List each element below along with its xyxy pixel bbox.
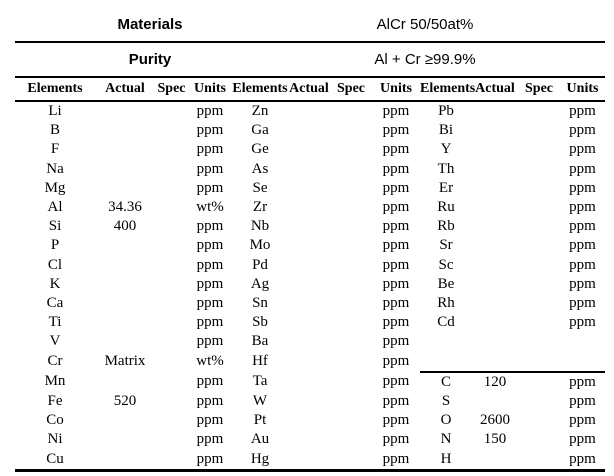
- element-cell: C: [420, 372, 472, 392]
- actual-cell: [95, 160, 155, 179]
- units-cell: ppm: [196, 237, 224, 254]
- units-cell: ppm: [196, 295, 224, 312]
- element-cell: O: [440, 412, 452, 429]
- actual-cell: [95, 275, 155, 294]
- spec-cell: [518, 450, 560, 471]
- table-row: [15, 392, 605, 411]
- actual-cell: [472, 101, 518, 121]
- spec-cell: [330, 411, 372, 430]
- units-cell: ppm: [569, 199, 596, 216]
- spec-cell: [155, 372, 188, 392]
- element-cell: Hg: [250, 450, 270, 467]
- spec-cell: [518, 140, 560, 159]
- actual-cell: [472, 198, 518, 217]
- spec-cell: [518, 275, 560, 294]
- table-row: [15, 352, 605, 372]
- units-cell: ppm: [196, 160, 224, 177]
- element-cell: [420, 332, 472, 351]
- actual-cell: [95, 332, 155, 351]
- element-cell: W: [252, 393, 268, 410]
- element-cell: Ta: [252, 373, 268, 390]
- element-cell: Rh: [437, 295, 455, 312]
- table-row: [15, 160, 605, 179]
- units-cell: ppm: [382, 103, 410, 119]
- units-cell: ppm: [196, 275, 224, 292]
- element-cell: Ga: [251, 122, 269, 139]
- actual-cell: [288, 140, 330, 159]
- actual-cell: [288, 198, 330, 217]
- spec-cell: [518, 294, 560, 313]
- actual-cell: [95, 450, 155, 471]
- spec-cell: [330, 121, 372, 140]
- spec-cell: [155, 198, 188, 217]
- spec-cell: [330, 294, 372, 313]
- spec-cell: [518, 256, 560, 275]
- spec-cell: [155, 256, 188, 275]
- units-cell: ppm: [569, 412, 596, 429]
- spec-cell: [518, 332, 560, 351]
- element-cell: [420, 352, 472, 372]
- materials-row: [15, 8, 605, 43]
- spec-cell: [330, 198, 372, 217]
- element-cell: S: [441, 393, 451, 410]
- header-elements-3: Elements: [420, 78, 472, 101]
- header-actual-2: Actual: [288, 78, 330, 101]
- spec-cell: [518, 411, 560, 430]
- spec-cell: [155, 160, 188, 179]
- actual-cell: [95, 101, 155, 121]
- table-row: [15, 372, 605, 392]
- units-cell: ppm: [196, 450, 224, 467]
- actual-cell: [472, 121, 518, 140]
- spec-cell: [330, 332, 372, 351]
- actual-cell: [288, 372, 330, 392]
- actual-cell: [288, 294, 330, 313]
- spec-cell: [330, 101, 372, 121]
- actual-cell: [95, 121, 155, 140]
- element-cell: Pb: [438, 103, 454, 119]
- materials-value: AlCr 50/50at%: [376, 16, 474, 33]
- units-cell: ppm: [196, 256, 224, 273]
- units-cell: ppm: [569, 275, 596, 292]
- units-cell: ppm: [382, 295, 410, 312]
- units-cell: [560, 332, 605, 351]
- actual-cell: 120: [472, 372, 518, 392]
- actual-cell: [288, 217, 330, 236]
- element-cell: Sb: [252, 314, 268, 331]
- actual-cell: [95, 313, 155, 332]
- units-cell: ppm: [382, 199, 410, 216]
- units-cell: ppm: [196, 314, 224, 331]
- element-cell: Pt: [253, 412, 267, 429]
- element-cell: Co: [46, 412, 64, 429]
- actual-cell: [472, 294, 518, 313]
- units-cell: ppm: [382, 373, 410, 390]
- spec-cell: [155, 294, 188, 313]
- units-cell: ppm: [560, 372, 605, 392]
- actual-cell: [472, 275, 518, 294]
- actual-cell: [472, 313, 518, 332]
- purity-value: Al + Cr ≥99.9%: [374, 51, 476, 68]
- table-row: [15, 411, 605, 430]
- spec-cell: [155, 392, 188, 411]
- spec-cell: [330, 430, 372, 449]
- header-actual-3: Actual: [472, 78, 518, 101]
- units-cell: ppm: [196, 179, 224, 196]
- units-cell: ppm: [196, 122, 224, 139]
- units-cell: ppm: [569, 103, 596, 119]
- actual-cell: Matrix: [104, 353, 146, 370]
- spec-cell: [330, 179, 372, 198]
- actual-cell: [95, 411, 155, 430]
- units-cell: ppm: [569, 237, 596, 254]
- element-cell: Rb: [437, 218, 455, 235]
- spec-cell: [518, 121, 560, 140]
- table-row: [15, 198, 605, 217]
- actual-cell: [472, 352, 518, 372]
- element-cell: K: [49, 275, 61, 292]
- spec-cell: [330, 217, 372, 236]
- units-cell: [560, 352, 605, 372]
- actual-cell: [95, 294, 155, 313]
- table-row: [15, 101, 605, 121]
- actual-cell: [95, 256, 155, 275]
- actual-cell: [288, 256, 330, 275]
- units-cell: ppm: [196, 141, 224, 158]
- actual-cell: [288, 160, 330, 179]
- header-spec-1: Spec: [155, 78, 188, 101]
- actual-cell: [472, 140, 518, 159]
- element-cell: P: [50, 237, 60, 254]
- element-cell: B: [49, 122, 60, 139]
- spec-cell: [518, 313, 560, 332]
- units-cell: ppm: [382, 122, 410, 139]
- spec-cell: [518, 198, 560, 217]
- element-cell: Nb: [250, 218, 270, 235]
- actual-cell: [95, 430, 155, 449]
- units-cell: wt%: [196, 353, 224, 370]
- actual-cell: [472, 217, 518, 236]
- element-cell: Cu: [46, 450, 64, 467]
- spec-cell: [330, 160, 372, 179]
- element-cell: Al: [47, 199, 63, 216]
- element-cell: Th: [437, 160, 455, 177]
- header-elements-1: Elements: [15, 78, 95, 101]
- units-cell: ppm: [382, 256, 410, 273]
- table-row: [15, 275, 605, 294]
- actual-cell: 34.36: [108, 199, 142, 216]
- actual-cell: [472, 450, 518, 471]
- units-cell: ppm: [382, 353, 410, 370]
- element-cell: Mn: [44, 373, 66, 390]
- element-cell: Mo: [249, 237, 271, 254]
- actual-cell: [472, 256, 518, 275]
- table-row: [15, 294, 605, 313]
- units-cell: ppm: [569, 122, 596, 139]
- actual-cell: [288, 411, 330, 430]
- element-cell: Fe: [47, 393, 63, 410]
- element-cell: Y: [440, 141, 452, 158]
- spec-cell: [155, 101, 188, 121]
- table-row: [15, 236, 605, 255]
- spec-cell: [330, 236, 372, 255]
- element-cell: Er: [438, 179, 454, 196]
- element-cell: V: [49, 333, 61, 350]
- units-cell: ppm: [569, 179, 596, 196]
- units-cell: ppm: [569, 450, 596, 467]
- spec-cell: [330, 140, 372, 159]
- table-row: [15, 121, 605, 140]
- actual-cell: [288, 332, 330, 351]
- element-cell: N: [440, 431, 452, 448]
- elements-table-body: [15, 101, 605, 470]
- element-cell: As: [251, 160, 269, 177]
- spec-cell: [518, 217, 560, 236]
- actual-cell: [288, 121, 330, 140]
- units-cell: ppm: [569, 431, 596, 448]
- spec-cell: [330, 352, 372, 372]
- actual-cell: [472, 392, 518, 411]
- units-cell: ppm: [196, 412, 224, 429]
- actual-cell: [472, 179, 518, 198]
- header-actual-1: Actual: [95, 78, 155, 101]
- spec-cell: [330, 313, 372, 332]
- header-elements-2: Elements: [232, 78, 288, 101]
- units-cell: ppm: [196, 218, 224, 235]
- element-cell: Ag: [250, 275, 270, 292]
- actual-cell: 400: [113, 218, 137, 235]
- units-cell: ppm: [569, 256, 596, 273]
- units-cell: ppm: [382, 450, 410, 467]
- actual-cell: [288, 179, 330, 198]
- units-cell: ppm: [569, 160, 596, 177]
- spec-cell: [330, 372, 372, 392]
- actual-cell: [288, 352, 330, 372]
- table-row: [15, 179, 605, 198]
- element-cell: Li: [48, 103, 62, 119]
- element-cell: H: [440, 450, 452, 467]
- table-row: [15, 332, 605, 351]
- table-header-row: [15, 78, 605, 101]
- units-cell: ppm: [196, 103, 224, 119]
- spec-cell: [155, 217, 188, 236]
- spec-cell: [155, 352, 188, 372]
- element-cell: Ca: [46, 295, 64, 312]
- table-row: [15, 313, 605, 332]
- table-row: [15, 450, 605, 471]
- element-cell: F: [50, 141, 60, 158]
- spec-cell: [518, 101, 560, 121]
- element-cell: Sn: [252, 295, 268, 312]
- actual-cell: [95, 140, 155, 159]
- units-cell: ppm: [382, 179, 410, 196]
- spec-cell: [518, 372, 560, 392]
- units-cell: ppm: [382, 333, 410, 350]
- element-cell: Si: [48, 218, 62, 235]
- spec-cell: [155, 430, 188, 449]
- element-cell: Ni: [47, 431, 63, 448]
- table-row: [15, 256, 605, 275]
- table-row: [15, 140, 605, 159]
- units-cell: wt%: [196, 199, 224, 216]
- spec-cell: [518, 352, 560, 372]
- units-cell: ppm: [196, 333, 224, 350]
- element-cell: Se: [252, 179, 268, 196]
- element-cell: Bi: [438, 122, 454, 139]
- spec-cell: [155, 140, 188, 159]
- actual-cell: [95, 236, 155, 255]
- units-cell: ppm: [569, 141, 596, 158]
- element-cell: Cr: [47, 353, 63, 370]
- elements-table: [15, 78, 605, 472]
- element-cell: Ru: [437, 199, 455, 216]
- units-cell: ppm: [196, 393, 224, 410]
- spec-cell: [330, 275, 372, 294]
- spec-cell: [518, 430, 560, 449]
- units-cell: ppm: [382, 431, 410, 448]
- actual-cell: 2600: [480, 412, 510, 429]
- element-cell: Sc: [438, 256, 454, 273]
- units-cell: ppm: [382, 412, 410, 429]
- actual-cell: [95, 372, 155, 392]
- purity-label: Purity: [128, 51, 172, 68]
- spec-cell: [518, 392, 560, 411]
- units-cell: ppm: [382, 160, 410, 177]
- header-spec-3: Spec: [518, 78, 560, 101]
- purity-row: [15, 43, 605, 78]
- actual-cell: [95, 179, 155, 198]
- table-row: [15, 430, 605, 449]
- spec-cell: [155, 313, 188, 332]
- spec-cell: [155, 275, 188, 294]
- table-row: [15, 217, 605, 236]
- element-cell: Zr: [252, 199, 268, 216]
- actual-cell: [288, 430, 330, 449]
- units-cell: ppm: [196, 431, 224, 448]
- spec-cell: [155, 332, 188, 351]
- element-cell: Hf: [252, 353, 268, 370]
- actual-cell: [288, 236, 330, 255]
- spec-cell: [155, 179, 188, 198]
- actual-cell: [288, 450, 330, 471]
- units-cell: ppm: [569, 314, 596, 331]
- units-cell: ppm: [382, 237, 410, 254]
- spec-cell: [330, 256, 372, 275]
- purity-certificate: [15, 0, 605, 472]
- units-cell: ppm: [569, 295, 596, 312]
- spec-cell: [155, 121, 188, 140]
- element-cell: Au: [250, 431, 270, 448]
- units-cell: ppm: [382, 393, 410, 410]
- spec-cell: [155, 236, 188, 255]
- actual-cell: [472, 236, 518, 255]
- spec-cell: [518, 179, 560, 198]
- header-units-2: Units: [372, 78, 420, 101]
- actual-cell: [472, 332, 518, 351]
- actual-cell: 150: [483, 431, 507, 448]
- element-cell: Zn: [251, 103, 269, 119]
- actual-cell: 520: [113, 393, 137, 410]
- units-cell: ppm: [382, 218, 410, 235]
- element-cell: Cl: [47, 256, 63, 273]
- header-spec-2: Spec: [330, 78, 372, 101]
- spec-cell: [330, 392, 372, 411]
- header-units-1: Units: [188, 78, 232, 101]
- actual-cell: [288, 392, 330, 411]
- units-cell: ppm: [382, 141, 410, 158]
- units-cell: ppm: [569, 393, 596, 410]
- element-cell: Ti: [48, 314, 62, 331]
- element-cell: Sr: [439, 237, 453, 254]
- actual-cell: [288, 101, 330, 121]
- units-cell: ppm: [196, 373, 224, 390]
- spec-cell: [518, 236, 560, 255]
- materials-label: Materials: [117, 16, 183, 33]
- element-cell: Cd: [437, 314, 455, 331]
- element-cell: Be: [437, 275, 455, 292]
- element-cell: Na: [46, 160, 64, 177]
- units-cell: ppm: [569, 218, 596, 235]
- element-cell: Ge: [251, 141, 269, 158]
- actual-cell: [472, 160, 518, 179]
- units-cell: ppm: [382, 275, 410, 292]
- element-cell: Mg: [44, 179, 66, 196]
- actual-cell: [288, 275, 330, 294]
- element-cell: Pd: [252, 256, 268, 273]
- spec-cell: [330, 450, 372, 471]
- element-cell: Ba: [251, 333, 269, 350]
- header-units-3: Units: [560, 78, 605, 101]
- units-cell: ppm: [382, 314, 410, 331]
- spec-cell: [155, 450, 188, 471]
- actual-cell: [288, 313, 330, 332]
- spec-cell: [155, 411, 188, 430]
- spec-cell: [518, 160, 560, 179]
